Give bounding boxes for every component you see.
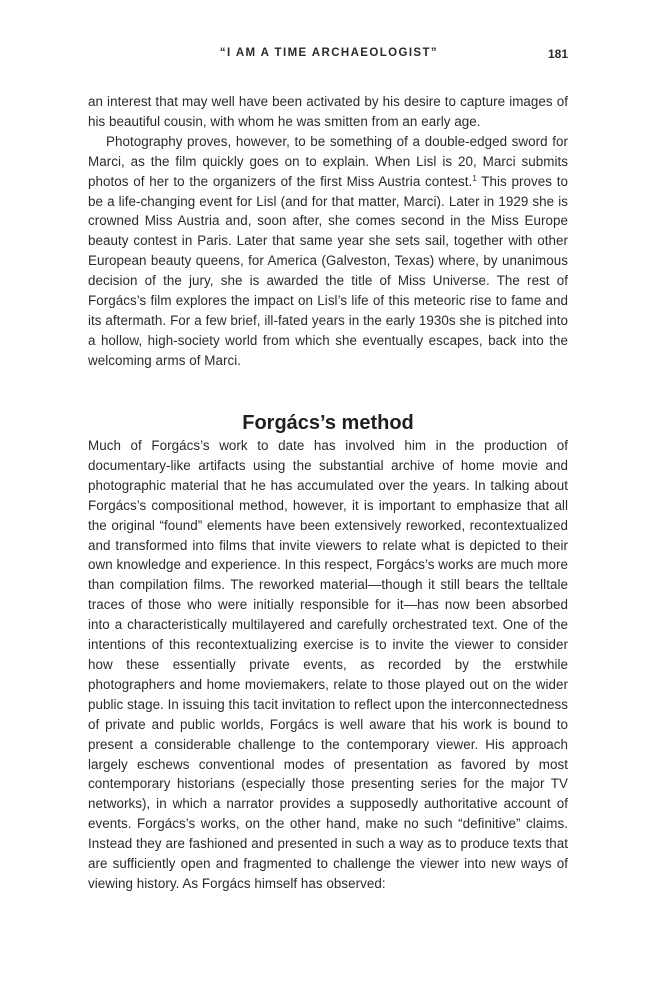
running-head — [90, 47, 568, 63]
paragraph-photography — [88, 132, 568, 371]
section-heading: Forgács’s method — [242, 411, 414, 434]
paragraph-continued: an interest that may well have been activated by his desire to capture images of his beautiful cousin, with whom he was smitten from an early age. — [88, 94, 568, 129]
paragraph-text-rest: This proves to be a life-changing event for Lisl (and for that matter, Marci). Later in 1929 she is crowned Miss Austria and, soon after, she comes second in the Miss Europe beauty contest in Paris. Later that same year she sets sail, together with other European beauty queens, for America (Galveston, Texas) where, by unanimous decision of the jury, she is awarded the title of Miss Universe. The rest of Forgács’s film explores the impact on Lisl’s life of this meteoric rise to fame and its aftermath. For a few brief, ill-fated years in the early 1930s she is pitched into a hollow, high-society world from which she eventually escapes, back into the welcoming arms of Marci. — [88, 173, 568, 368]
paragraph-text: Photography proves, however, to be something of a double-edged sword for Marci, as the film quickly goes on to explain. When Lisl is 20, Marci submits photos of her to the organizers of the first Miss Austria contest. — [88, 133, 568, 189]
paragraph-method: Much of Forgács’s work to date has involved him in the production of documentary-like artifacts using the substantial archive of home movie and photographic material that he has accumulated over the years. In talking about Forgács’s compositional method, however, it is important to emphasize that all the original “found” elements have been extensively reworked, recontextualized and transformed into films that invite viewers to relate what is depicted to their own knowledge and experience. In this respect, Forgács’s works are much more than compilation films. The reworked material—though it still bears the telltale traces of those who were initially responsible for it—has now been absorbed into a characteristically multilayered and carefully orchestrated text. One of the intentions of this recontextualizing exercise is to invite the viewer to consider how these essentially private events, as recorded by the erstwhile photographers and home moviemakers, relate to those played out on the wider public stage. In issuing this tacit invitation to reflect upon the interconnectedness of private and public worlds, Forgács is well aware that his work is bound to present a considerable challenge to the contemporary viewer. His approach largely eschews conventional modes of presentation as favored by most contemporary historians (especially those presenting series for the major TV networks), in which a narrator provides a supposedly authoritative account of events. Forgács’s works, on the other hand, make no such “definitive” claims. Instead they are fashioned and presented in such a way as to produce texts that are sufficiently open and fragmented to challenge the viewer into new ways of viewing history. As Forgács himself has observed: — [88, 438, 568, 891]
body-text-top — [88, 92, 568, 371]
footnote-marker[interactable]: 1 — [472, 173, 477, 183]
running-title: “I AM A TIME ARCHAEOLOGIST” — [219, 47, 439, 59]
body-text-bottom — [88, 436, 568, 894]
page-number: 181 — [547, 47, 568, 61]
